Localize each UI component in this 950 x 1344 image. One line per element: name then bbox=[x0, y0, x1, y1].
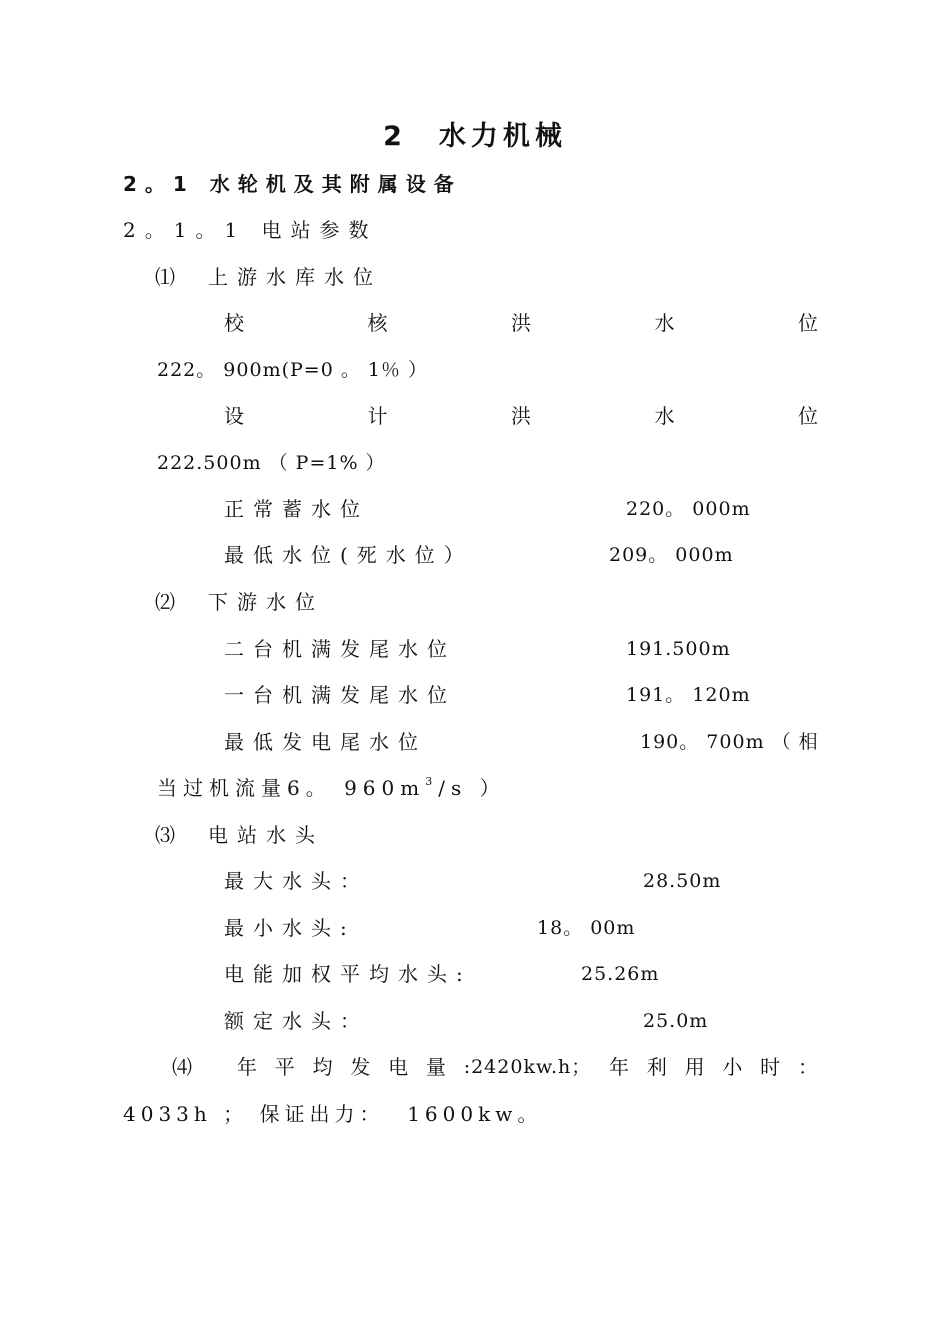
min-tail-continuation bbox=[157, 776, 506, 800]
design-flood-char: 计 bbox=[367, 404, 388, 428]
check-flood-label bbox=[224, 311, 818, 335]
utilization-hours-part: 时 bbox=[760, 1055, 781, 1079]
two-units-tail-value: 191.500m bbox=[626, 638, 731, 660]
utilization-hours-part: 小 bbox=[722, 1055, 743, 1079]
page-title: 2 水力机械 bbox=[383, 121, 567, 152]
two-units-tail-label: 二台机满发尾水位 bbox=[224, 637, 456, 661]
annual-generation-part: 发 bbox=[350, 1055, 371, 1079]
item-1-marker: ⑴ bbox=[155, 265, 182, 289]
dead-level-label: 最低水位(死水位） bbox=[224, 543, 473, 567]
normal-level-value: 220。 000m bbox=[626, 498, 751, 520]
check-flood-char: 位 bbox=[798, 311, 818, 335]
utilization-hours-part: 利 bbox=[646, 1055, 667, 1079]
check-flood-char: 水 bbox=[654, 311, 675, 335]
utilization-hours-part: ： bbox=[797, 1055, 818, 1079]
min-head-label: 最小水头: bbox=[224, 916, 356, 940]
utilization-hours-part: 年 bbox=[609, 1055, 630, 1079]
check-flood-value: 222。 900m(P=0 。 1％ ） bbox=[157, 359, 428, 381]
annual-generation-part: 量 bbox=[425, 1055, 446, 1079]
check-flood-char: 核 bbox=[367, 311, 388, 335]
rated-head-label: 额定水头： bbox=[224, 1009, 369, 1033]
flow-unit-sup: 3 bbox=[425, 775, 439, 788]
design-flood-char: 位 bbox=[798, 404, 818, 428]
item-4-marker: ⑷ bbox=[172, 1055, 199, 1079]
section-heading-2-1-1: 2。1。1 电站参数 bbox=[123, 218, 378, 242]
min-tail-label: 最低发电尾水位 bbox=[224, 730, 427, 754]
annual-generation-part: 平 bbox=[274, 1055, 295, 1079]
one-unit-tail-label: 一台机满发尾水位 bbox=[224, 683, 456, 707]
one-unit-tail-value: 191。 120m bbox=[626, 684, 751, 706]
design-flood-char: 水 bbox=[654, 404, 675, 428]
item-3-marker: ⑶ bbox=[155, 823, 182, 847]
flow-unit-suffix: /s ） bbox=[438, 776, 506, 800]
item-2-heading: 下游水位 bbox=[208, 590, 324, 614]
design-flood-value: 222.500m （ P=1% ） bbox=[157, 452, 386, 474]
design-flood-label bbox=[224, 404, 818, 428]
guaranteed-output-line: 4033h ； 保证出力： 1600kw。 bbox=[123, 1102, 543, 1126]
max-head-value: 28.50m bbox=[643, 870, 722, 892]
annual-generation-part: 均 bbox=[312, 1055, 333, 1079]
item-3-heading: 电站水头 bbox=[208, 823, 324, 847]
item-1-heading: 上游水库水位 bbox=[208, 265, 382, 289]
flow-text: 当过机流量6。 960m bbox=[157, 776, 426, 800]
annual-generation-part: 电 bbox=[388, 1055, 409, 1079]
section-heading-2-1: 2。1 水轮机及其附属设备 bbox=[123, 172, 462, 196]
rated-head-value: 25.0m bbox=[643, 1010, 709, 1032]
normal-level-label: 正常蓄水位 bbox=[224, 497, 369, 521]
check-flood-char: 校 bbox=[224, 311, 244, 335]
check-flood-char: 洪 bbox=[511, 311, 531, 335]
max-head-label: 最大水头： bbox=[224, 869, 369, 893]
min-head-value: 18。 00m bbox=[537, 917, 636, 939]
design-flood-char: 设 bbox=[224, 404, 244, 428]
utilization-hours-part: 用 bbox=[684, 1055, 705, 1079]
annual-generation-part: 年 bbox=[237, 1055, 257, 1079]
item-2-marker: ⑵ bbox=[155, 590, 182, 614]
design-flood-char: 洪 bbox=[511, 404, 531, 428]
weighted-head-value: 25.26m bbox=[581, 963, 660, 985]
dead-level-value: 209。 000m bbox=[609, 544, 734, 566]
min-tail-value: 190。 700m （ 相 bbox=[640, 731, 819, 753]
annual-generation-line bbox=[237, 1055, 818, 1079]
weighted-head-label: 电能加权平均水头: bbox=[224, 962, 472, 986]
annual-generation-value: :2420kw.h； bbox=[463, 1056, 592, 1078]
